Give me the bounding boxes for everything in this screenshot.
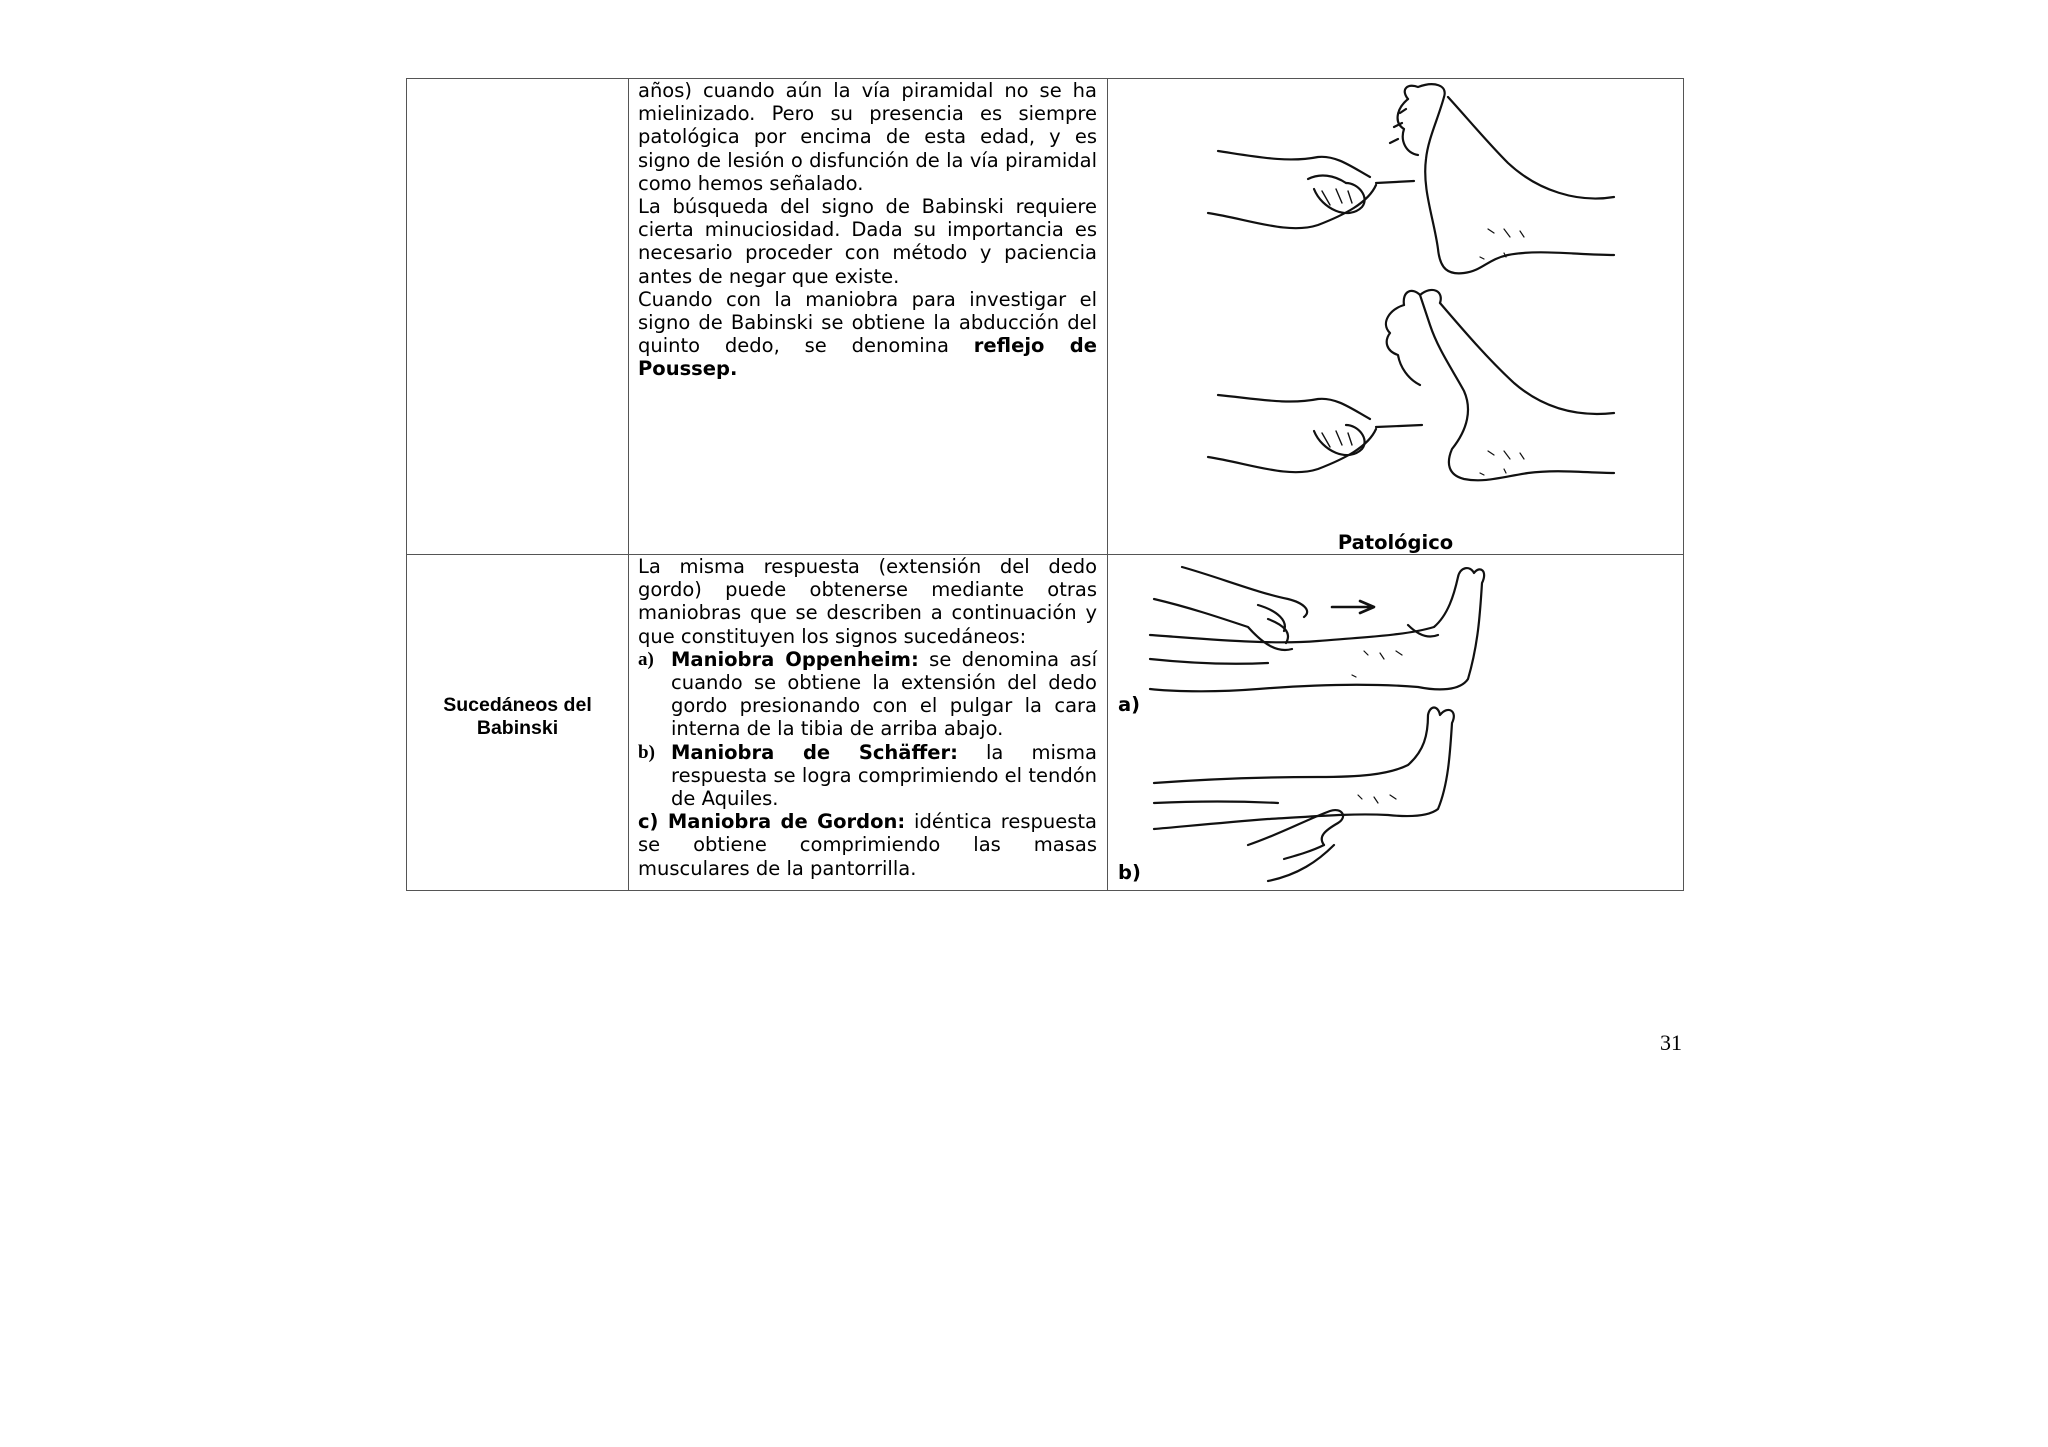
item-text: se denomina así cuando se obtiene la extensión del dedo gordo presionando con el pulgar la cara interna de la tibia de arriba abajo. (671, 647, 1098, 741)
figure-label-a: a) (1118, 693, 1141, 716)
row-label-cell (407, 555, 629, 891)
list-item (638, 741, 1097, 811)
list-marker: a) (638, 648, 654, 670)
figure-caption: Patológico (1337, 531, 1454, 554)
sucedaneos-illustration (1108, 555, 1684, 891)
paragraph-text: Cuando con la maniobra para investigar el signo de Babinski se obtiene la abducción del quinto dedo, se denomina (638, 287, 1097, 358)
row-label-cell (407, 79, 629, 555)
content-table (406, 78, 1684, 891)
bold-term: Maniobra Oppenheim: (671, 647, 919, 671)
paragraph: años) cuando aún la vía piramidal no se ha mielinizado. Pero su presencia es siempre patológica por encima de esta edad, y es signo de lesión o disfunción de la vía piramidal como hemos señalado. (638, 79, 1097, 195)
row-label: Sucedáneos del Babinski (443, 693, 592, 739)
oppenheim-drawing (1150, 567, 1484, 691)
bold-term: c) Maniobra de Gordon: (638, 810, 906, 834)
intro-paragraph: La misma respuesta (extensión del dedo gordo) puede obtenerse mediante otras maniobras que se describen a continuación y que constituyen los signos sucedáneos: (638, 555, 1097, 648)
figure-label-b: b) (1118, 861, 1141, 884)
paragraph: La búsqueda del signo de Babinski requiere cierta minuciosidad. Dada su importancia es necesario proceder con método y paciencia antes de negar que existe. (638, 195, 1097, 288)
table-row (407, 79, 1684, 555)
figure-cell (1108, 79, 1684, 555)
table-row (407, 555, 1684, 891)
babinski-top-drawing (1208, 84, 1614, 273)
text-cell (629, 79, 1108, 555)
text-cell (629, 555, 1108, 891)
schaffer-drawing (1154, 708, 1454, 882)
figure-cell (1108, 555, 1684, 891)
item-text: la misma respuesta se logra comprimiendo el tendón de Aquiles. (671, 740, 1097, 811)
paragraph (638, 288, 1097, 381)
paragraph (638, 810, 1097, 880)
page-number: 31 (1660, 1030, 1682, 1055)
paragraph-text: idéntica respuesta se obtiene comprimiendo las masas musculares de la pantorrilla. (638, 810, 1097, 880)
bold-term: reflejo de Poussep. (638, 334, 1097, 381)
list-marker: b) (638, 741, 655, 763)
babinski-illustration (1108, 79, 1684, 555)
babinski-bottom-drawing (1208, 290, 1614, 480)
list-item (638, 648, 1097, 741)
bold-term: Maniobra de Schäffer: (671, 740, 958, 764)
